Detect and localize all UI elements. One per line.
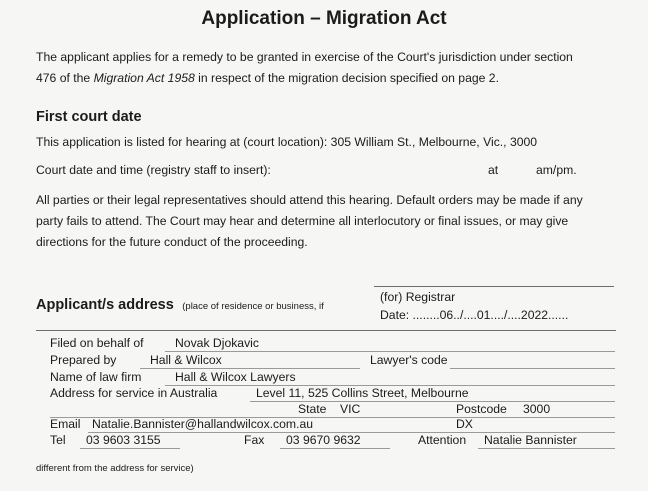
postcode-value: 3000 (523, 402, 551, 416)
prepared-by-label: Prepared by (50, 353, 117, 367)
filed-on-behalf-label: Filed on behalf of (50, 336, 144, 350)
address-for-service-label: Address for service in Australia (50, 386, 218, 400)
intro-line-2: 476 of the Migration Act 1958 in respect of the migration decision specified on page 2. (36, 71, 499, 85)
postcode-label: Postcode (456, 402, 507, 416)
underline (478, 448, 615, 449)
tel-label: Tel (50, 433, 66, 447)
email-label: Email (50, 417, 81, 431)
attendance-line-1: All parties or their legal representatives should attend this hearing. Default orders may be made if any (36, 193, 583, 207)
act-name: Migration Act 1958 (93, 71, 195, 85)
underline (80, 448, 180, 449)
address-for-service-value: Level 11, 525 Collins Street, Melbourne (256, 386, 469, 400)
court-time-ampm: am/pm. (536, 163, 577, 177)
registrar-label: (for) Registrar (380, 290, 456, 304)
filed-on-behalf-value: Novak Djokavic (175, 336, 259, 350)
registrar-date: Date: ........06../....01..../....2022...... (380, 308, 569, 322)
underline (165, 351, 615, 352)
state-value: VIC (340, 402, 361, 416)
hearing-location-line: This application is listed for hearing at (court location): 305 William St., Melbourne, Vic., 3000 (36, 135, 538, 149)
applicant-address-heading-row (36, 296, 324, 314)
dx-label: DX (456, 417, 473, 431)
attendance-line-3: directions for the future conduct of the proceeding. (36, 235, 308, 249)
attendance-line-2: party fails to attend. The Court may hear and determine all interlocutory or final issues, or may give (36, 214, 569, 228)
fax-value: 03 9670 9632 (286, 433, 361, 447)
fax-label: Fax (244, 433, 265, 447)
underline (280, 448, 390, 449)
state-label: State (298, 402, 327, 416)
law-firm-label: Name of law firm (50, 370, 142, 384)
court-time-at: at (488, 163, 499, 177)
first-court-date-heading: First court date (36, 109, 142, 125)
section-divider (36, 330, 616, 331)
applicant-address-note: (place of residence or business, if (182, 301, 324, 312)
lawyers-code-label: Lawyer's code (370, 353, 448, 367)
intro-line-1: The applicant applies for a remedy to be granted in exercise of the Court's jurisdiction under section (36, 50, 573, 64)
prepared-by-value: Hall & Wilcox (150, 353, 222, 367)
email-value: Natalie.Bannister@hallandwilcox.com.au (92, 417, 314, 431)
court-date-time-label: Court date and time (registry staff to insert): (36, 163, 271, 177)
law-firm-value: Hall & Wilcox Lawyers (175, 370, 296, 384)
intro-paragraph (36, 47, 621, 89)
registrar-signature-line (374, 286, 614, 287)
attention-label: Attention (418, 433, 467, 447)
tel-value: 03 9603 3155 (86, 433, 161, 447)
attention-value: Natalie Bannister (484, 433, 577, 447)
applicant-address-note-continued: different from the address for service) (36, 463, 194, 474)
applicant-address-heading: Applicant/s address (36, 297, 174, 313)
document-title: Application – Migration Act (201, 8, 447, 29)
underline (140, 368, 360, 369)
underline (450, 368, 615, 369)
attendance-paragraph (36, 190, 621, 253)
